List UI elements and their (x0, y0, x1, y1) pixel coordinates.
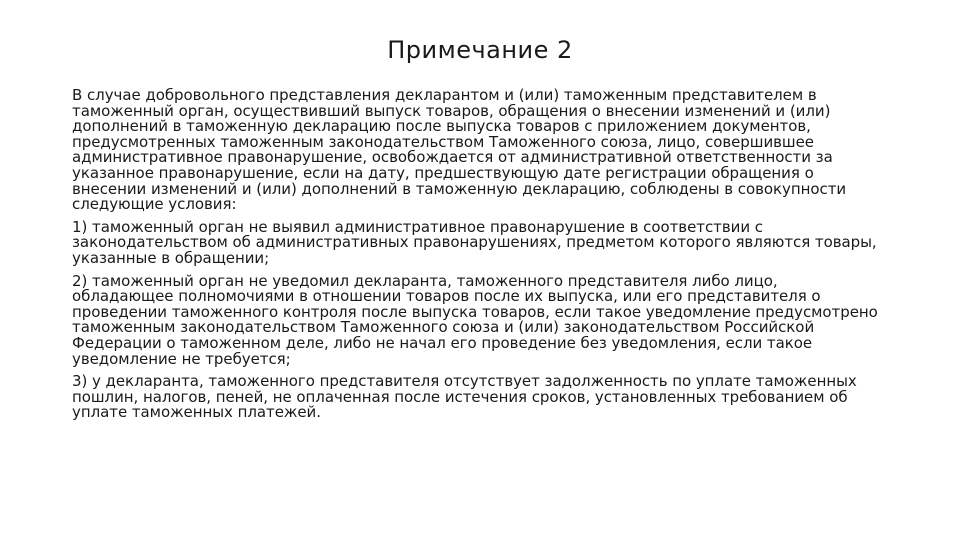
slide-body (72, 88, 882, 428)
condition-1-paragraph: 1) таможенный орган не выявил административное правонарушение в соответствии с законодательством об административных правонарушениях, предметом которого являются товары, указанные в обращении; (72, 217, 877, 267)
intro-paragraph: В случае добровольного представления декларантом и (или) таможенным представителем в таможенный орган, осуществивший выпуск товаров, обращения о внесении изменений и (или) дополнений в таможенную декларацию после выпуска товаров с приложением документов, предусмотренных таможенным законодательством Таможенного союза, лицо, совершившее административное правонарушение, освобождается от административной ответственности за указанное правонарушение, если на дату, предшествующую дате регистрации обращения о внесении изменений и (или) дополнений в таможенную декларацию, соблюдены в совокупности следующие условия: (72, 86, 847, 214)
slide-title: Примечание 2 (387, 36, 573, 64)
condition-3-paragraph: 3) у декларанта, таможенного представителя отсутствует задолженность по уплате таможенных пошлин, налогов, пеней, не оплаченная после истечения сроков, установленных требованием об уплате таможенных платежей. (72, 372, 857, 422)
condition-2-paragraph: 2) таможенный орган не уведомил декларанта, таможенного представителя либо лицо, обладающее полномочиями в отношении товаров после их выпуска, или его представителя о проведении таможенного контроля после выпуска товаров, если такое уведомление предусмотрено таможенным законодательством Таможенного союза и (или) законодательством Российской Федерации о таможенном деле, либо не начал его проведение без уведомления, если такое уведомление не требуется; (72, 271, 878, 368)
